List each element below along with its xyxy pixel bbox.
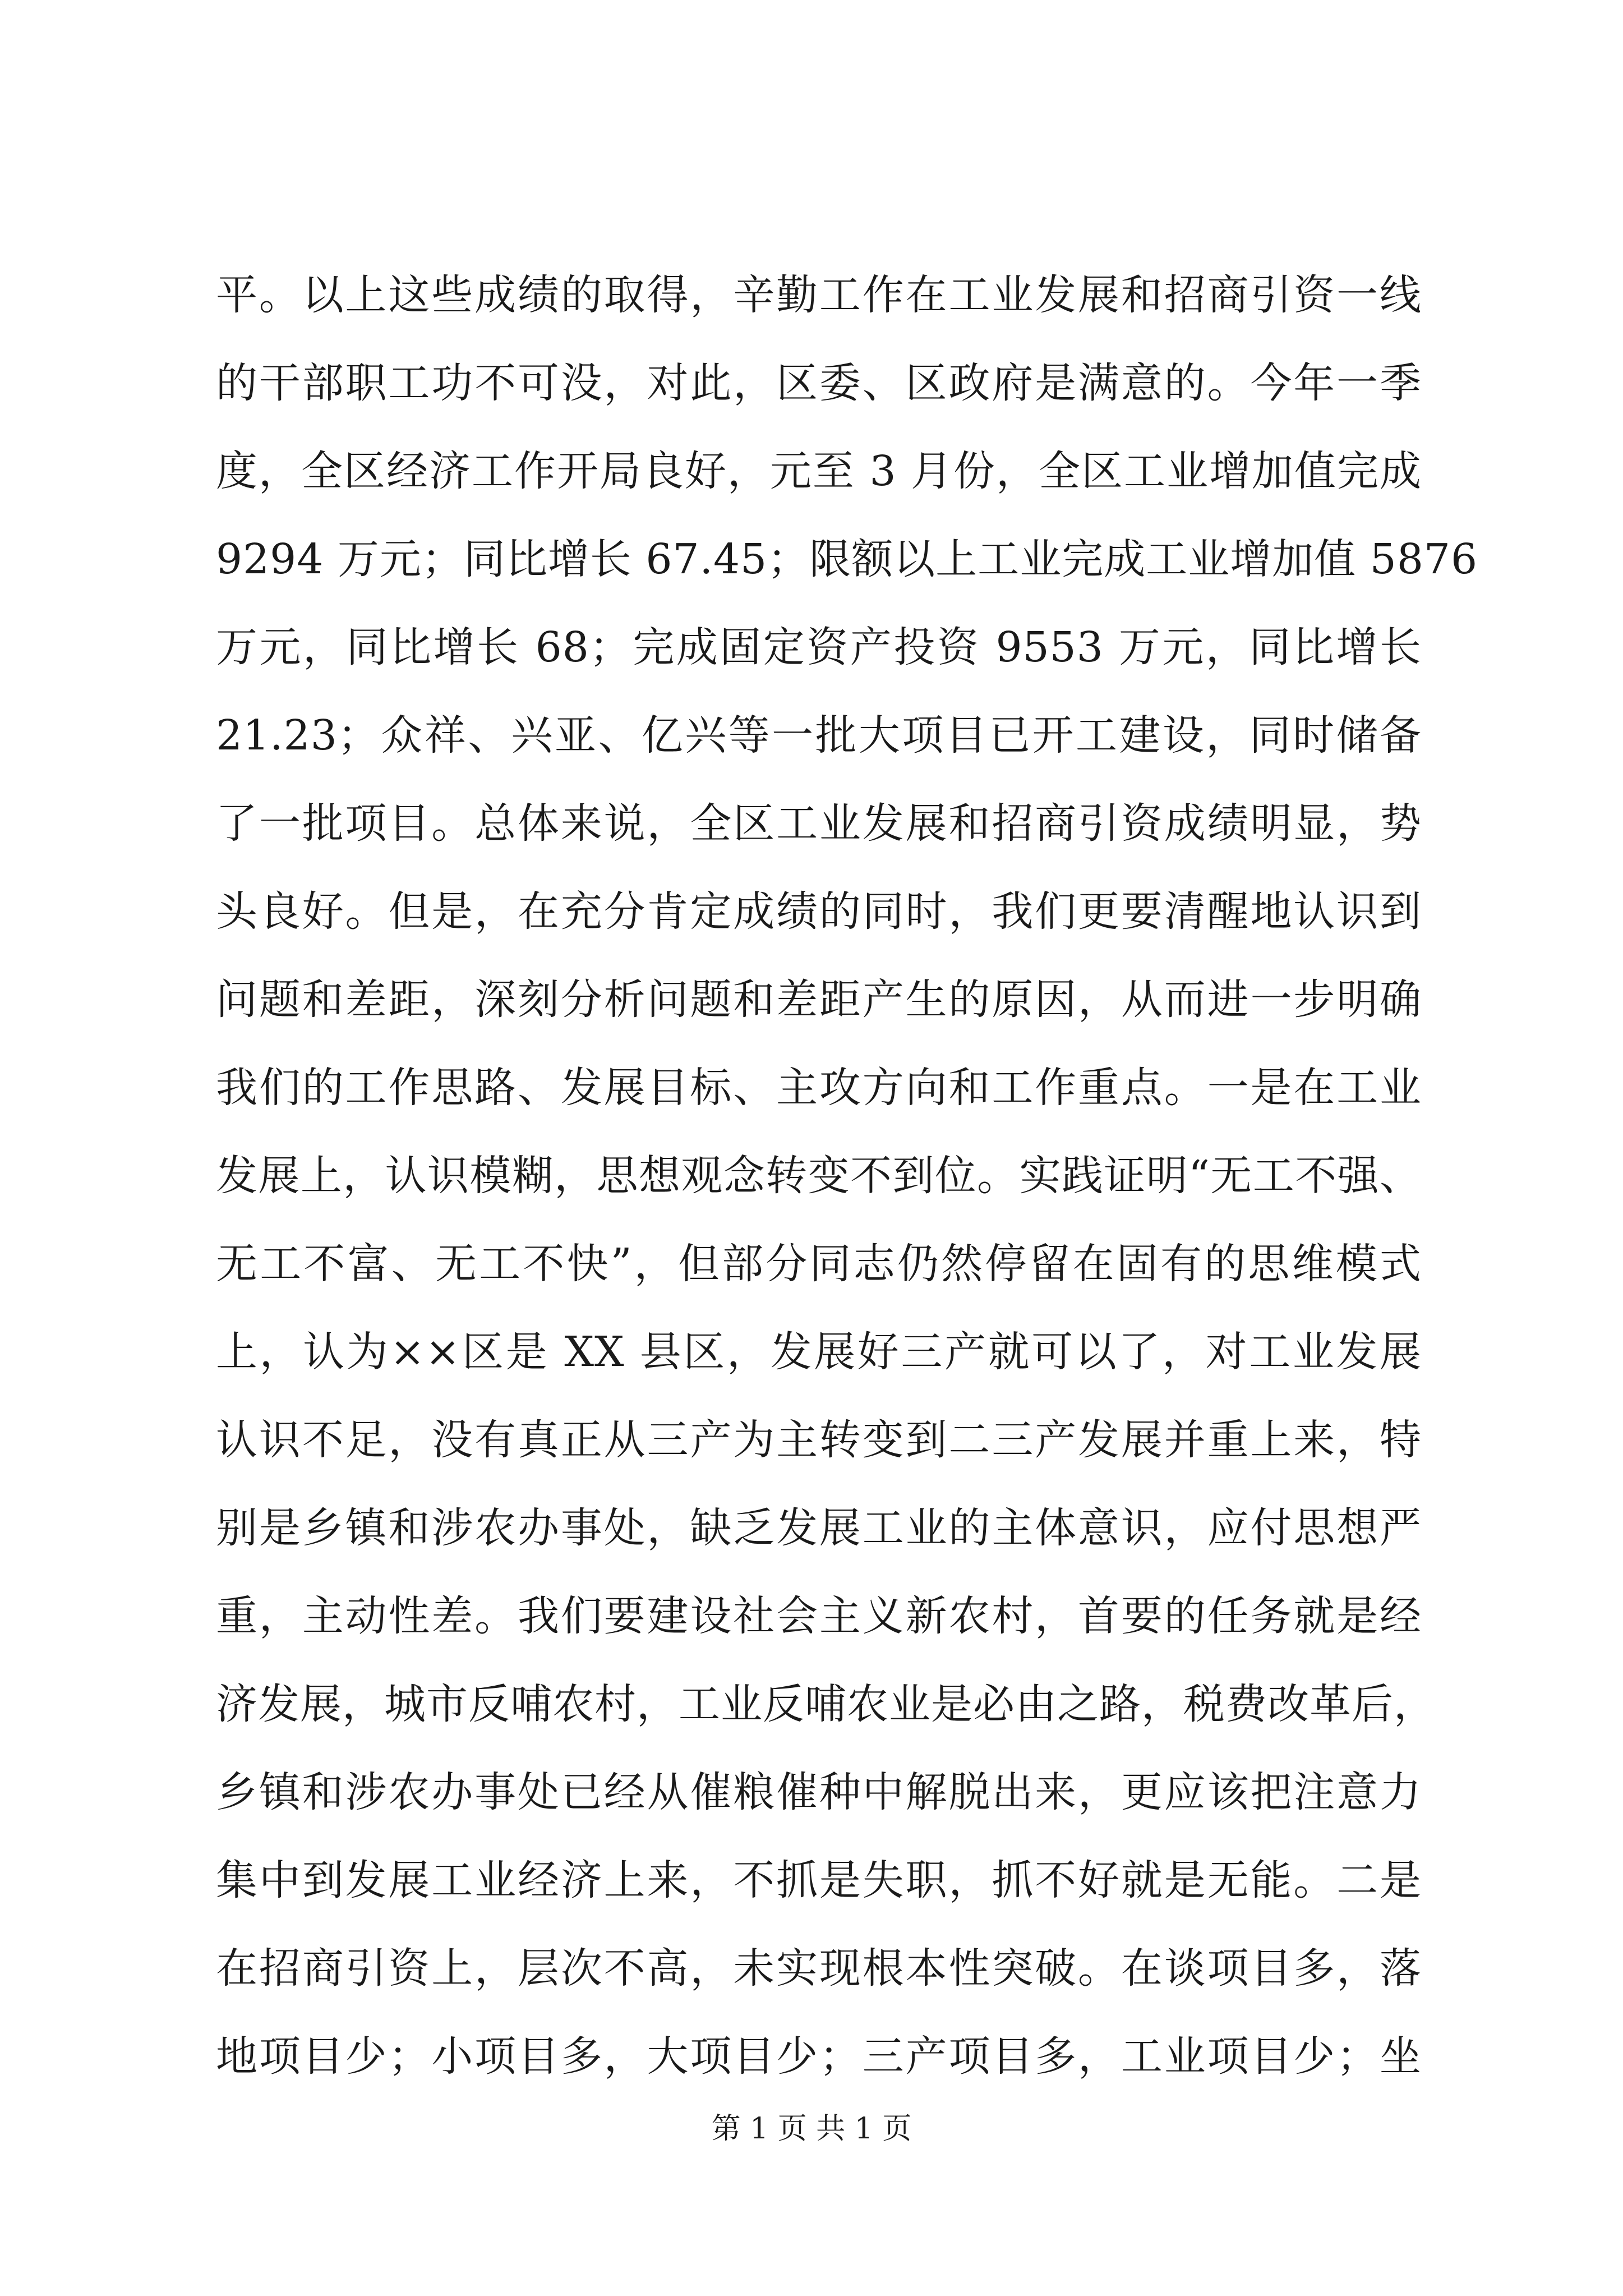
text-line: 认识不足，没有真正从三产为主转变到二三产发展并重上来，特 — [216, 1416, 1422, 1464]
text-line: 万元，同比增长 68；完成固定资产投资 9553 万元，同比增长 — [216, 623, 1422, 671]
text-line: 在招商引资上，层次不高，未实现根本性突破。在谈项目多，落 — [216, 1944, 1422, 1993]
text-line: 问题和差距，深刻分析问题和差距产生的原因，从而进一步明确 — [216, 976, 1422, 1024]
text-line: 头良好。但是，在充分肯定成绩的同时，我们更要清醒地认识到 — [216, 887, 1422, 936]
body-text — [216, 251, 1478, 2101]
text-line: 发展上，认识模糊，思想观念转变不到位。实践证明“无工不强、 — [216, 1152, 1422, 1200]
text-line: 9294 万元；同比增长 67.45；限额以上工业完成工业增加值 5876 — [216, 535, 1478, 583]
text-line: 无工不富、无工不快”，但部分同志仍然停留在固有的思维模式 — [216, 1240, 1422, 1288]
text-line: 济发展，城市反哺农村，工业反哺农业是必由之路，税费改革后， — [216, 1680, 1436, 1728]
page-footer — [0, 2105, 1623, 2147]
text-line: 乡镇和涉农办事处已经从催粮催种中解脱出来，更应该把注意力 — [216, 1768, 1422, 1816]
text-line: 重，主动性差。我们要建设社会主义新农村，首要的任务就是经 — [216, 1592, 1422, 1640]
text-line: 我们的工作思路、发展目标、主攻方向和工作重点。一是在工业 — [216, 1064, 1422, 1112]
text-line: 集中到发展工业经济上来，不抓是失职，抓不好就是无能。二是 — [216, 1856, 1422, 1904]
text-line: 平。以上这些成绩的取得，辛勤工作在工业发展和招商引资一线 — [216, 271, 1422, 319]
page-number-label: 第 1 页 共 1 页 — [711, 2112, 912, 2146]
text-line: 了一批项目。总体来说，全区工业发展和招商引资成绩明显，势 — [216, 799, 1422, 848]
text-line: 地项目少；小项目多，大项目少；三产项目多，工业项目少；坐 — [216, 2032, 1422, 2081]
text-line: 的干部职工功不可没，对此，区委、区政府是满意的。今年一季 — [216, 359, 1422, 407]
text-line: 别是乡镇和涉农办事处，缺乏发展工业的主体意识，应付思想严 — [216, 1504, 1422, 1552]
text-line: 度，全区经济工作开局良好，元至 3 月份，全区工业增加值完成 — [216, 447, 1422, 495]
text-line: 21.23；众祥、兴亚、亿兴等一批大项目已开工建设，同时储备 — [216, 711, 1422, 760]
text-line: 上，认为××区是 XX 县区，发展好三产就可以了，对工业发展 — [216, 1328, 1422, 1376]
